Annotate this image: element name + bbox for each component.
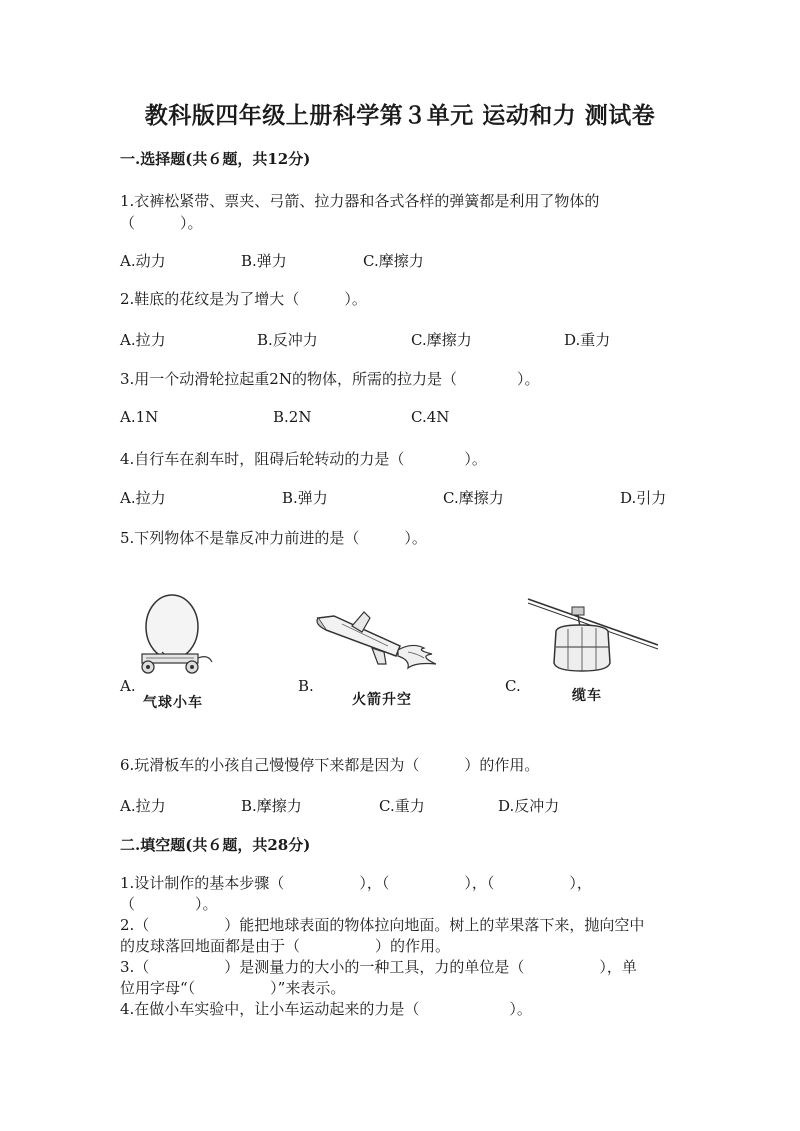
q4-option-c[interactable]: C.摩擦力	[443, 489, 504, 507]
balloon-car-label: 气球小车	[143, 695, 203, 711]
q4-option-d[interactable]: D.引力	[620, 489, 667, 507]
q6-option-a[interactable]: A.拉力	[120, 797, 166, 815]
fill-q1-line1: 1.设计制作的基本步骤（ ），（ ），（ ），	[120, 874, 592, 892]
q1-line2: （ ）。	[120, 214, 203, 232]
q1-line1: 1.衣裤松紧带、票夹、弓箭、拉力器和各式各样的弹簧都是利用了物体的	[120, 192, 600, 210]
q5-option-b[interactable]: B.	[298, 677, 314, 695]
q6-option-b[interactable]: B.摩擦力	[241, 797, 302, 815]
fill-q3-line1: 3.（ ）是测量力的大小的一种工具，力的单位是（ ），单	[120, 958, 637, 976]
cable-car-illustration	[528, 597, 662, 677]
q3-option-a[interactable]: A.1N	[120, 408, 159, 426]
q1-option-a[interactable]: A.动力	[120, 252, 166, 270]
q4-option-a[interactable]: A.拉力	[120, 489, 166, 507]
cable-car-label: 缆车	[572, 688, 602, 704]
q5-line1: 5.下列物体不是靠反冲力前进的是（ ）。	[120, 529, 427, 547]
q4-line1: 4.自行车在刹车时，阻碍后轮转动的力是（ ）。	[120, 450, 487, 468]
q5-option-a[interactable]: A.	[120, 677, 136, 695]
rocket-illustration	[312, 612, 452, 674]
fill-q2-line1: 2.（ ）能把地球表面的物体拉向地面。树上的苹果落下来，抛向空中	[120, 916, 645, 934]
q4-option-b[interactable]: B.弹力	[282, 489, 328, 507]
section2-heading: 二.填空题(共６题，共28分)	[120, 836, 311, 854]
q2-option-b[interactable]: B.反冲力	[257, 331, 318, 349]
fill-q2-line2: 的皮球落回地面都是由于（ ）的作用。	[120, 937, 451, 955]
fill-q1-line2: （ ）。	[120, 895, 218, 913]
rocket-label: 火箭升空	[352, 692, 412, 708]
q2-option-c[interactable]: C.摩擦力	[411, 331, 472, 349]
q5-option-c[interactable]: C.	[505, 677, 521, 695]
q2-option-a[interactable]: A.拉力	[120, 331, 166, 349]
q6-option-c[interactable]: C.重力	[379, 797, 425, 815]
q6-option-d[interactable]: D.反冲力	[498, 797, 560, 815]
page-title: 教科版四年级上册科学第３单元 运动和力 测试卷	[144, 102, 656, 129]
fill-q4-line1: 4.在做小车实验中，让小车运动起来的力是（ ）。	[120, 1000, 532, 1018]
q1-option-b[interactable]: B.弹力	[241, 252, 287, 270]
q1-option-c[interactable]: C.摩擦力	[363, 252, 424, 270]
section1-heading: 一.选择题(共６题，共12分)	[120, 150, 311, 168]
q3-option-c[interactable]: C.4N	[411, 408, 450, 426]
q2-line1: 2.鞋底的花纹是为了增大（ ）。	[120, 290, 367, 308]
q3-option-b[interactable]: B.2N	[273, 408, 312, 426]
fill-q3-line2: 位用字母“（ ）”来表示。	[120, 979, 346, 997]
q2-option-d[interactable]: D.重力	[564, 331, 611, 349]
balloon-car-illustration	[132, 592, 222, 674]
q6-line1: 6.玩滑板车的小孩自己慢慢停下来都是因为（ ）的作用。	[120, 756, 540, 774]
q3-line1: 3.用一个动滑轮拉起重2N的物体，所需的拉力是（ ）。	[120, 370, 540, 388]
